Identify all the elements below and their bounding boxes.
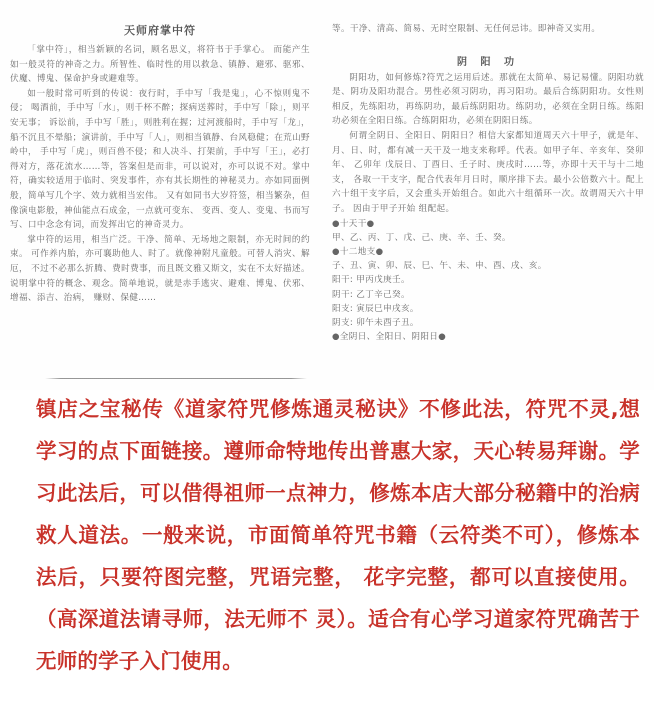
- footer-marker-day-types: ●全阴日、全阳日、阴阳日●: [332, 332, 447, 343]
- pair-value-yin-branches: 卯午未酉子丑。: [356, 317, 419, 328]
- promotional-block: [0, 388, 654, 682]
- list-items-ten-heavenly-stems: 甲、乙、丙、丁、戊、己、庚、辛、壬、癸。: [332, 232, 511, 243]
- left-column-paragraph-3: 掌中符的运用，相当广泛。干净、简单、无场地之限制，亦无时间的约束。 可作养内胎，亦可襄助他人、时了。就像神附凡童般。可替人消灾、解厄， 不过不必那么折腾、费时费事，而且既文雅又斯文，实在不太好描述。说明掌中符的概念、观念。简单地说，就是赤手逃灾、避难、博鬼、伏邪、增福、添吉、治病， 赚财、保健……: [10, 234, 310, 304]
- pair-value-yang-branches: 寅辰巳申戌亥。: [356, 303, 419, 314]
- pair-row-yin-branches: [332, 316, 644, 330]
- pair-label-yin-stems: 阴干:: [332, 289, 354, 300]
- pair-value-yang-stems: 甲丙戊庚壬。: [356, 275, 410, 286]
- scan-left-column: [10, 22, 310, 344]
- left-column-paragraph-2: 如一般时常可听到的传说：夜行时，手中写「我是鬼」，心不惊则鬼不侵； 喝酒前，手中写「水」，则千杯不醉；探病送葬时，手中写「除」，则平安无事； 诉讼前，手中写「胜」，则胜利在握；过河渡船时，手中写「龙」，船不沉且不晕船；演讲前，手中写「人」，则相当镇静、台风稳健；在荒山野岭中， 手中写「虎」，则百兽不侵；和人决斗、打架前，手中写「王」，必打得对方，落花流水……等，答案但是而非，可以说对，亦可以说不对。掌中符，确实较适用于临时、突发事件，亦有其长期性的神秘灵力。亦如同面例般，简单写几个字、效力就相当宏伟。 又有如同书大岁符签，相当繁杂，但像演电影般，神仙能点石成金，一点就可变东、 变西、变人、变鬼、书而写写、口中念念有词，而发挥出它的神奇灵力。: [10, 88, 310, 231]
- left-column-title: 天师府掌中符: [124, 24, 196, 37]
- right-column-paragraph-2: 何谓全阴日、全阳日、阴阳日？相信大家都知道周天六十甲子，就是年、 月、日、时，都有减一天干及一地支来称呼。代表。如甲子年、辛亥年、癸卯年、 乙卯年 戊辰日、丁酉日、壬子时、庚戌时……等，亦即十天干与十二地支， 各取一干支字，配合代表年月日时，顺序排下去。最小公倍数六十。配上六十组干支字后，又会重头开始组合。如此六十组循环一次。故谓周天六十甲子。 因由于甲子开始 组配起。: [332, 130, 644, 214]
- promotional-text: 镇店之宝秘传《道家符咒修炼通灵秘诀》不修此法，符咒不灵,想学习的点下面链接。遵师命特地传出普惠大家，天心转易拜谢。学习此法后，可以借得祖师一点神力，修炼本店大部分秘籍中的治病救人道法。一般来说，市面简单符咒书籍（云符类不可），修炼本法后，只要符图完整，咒语完整， 花字完整，都可以直接使用。（高深道法请寻师，法无师不 灵）。适合有心学习道家符咒确苦于无师的学子入门使用。: [36, 397, 640, 673]
- list-heading-ten-heavenly-stems: ●十天干●: [332, 218, 375, 229]
- right-column-paragraph-1: 阴阳功，如何修炼?符咒之运用后述。那就在太简单、易记易懂。阴阳功就是、阴功及阳功混合。男性必须习阴功，再习阳功。最后合练阴阳功。女性则相反，先练阳功，再练阴功，最后练阴阳功。练阴功，必须在全阴日练。练阳功必须在全阳日练。合练阴阳功，必须在阴阳日练。: [332, 72, 644, 127]
- list-items-twelve-earthly-branches: 子、丑、寅、卯、辰、巳、午、未、申、酉、戌、亥。: [332, 261, 547, 272]
- horizontal-rule-divider: [45, 378, 307, 379]
- section-title-yin-yang-gong: 阴 阳 功: [457, 56, 519, 68]
- list-heading-twelve-earthly-branches: ●十二地支●: [332, 246, 384, 257]
- left-column-paragraph-1: 「掌中符」，相当新颖的名词，顾名思义，将符书于手掌心。 而能产生如一般灵符的神奇之力。所智性、临时性的用以救急、镇静、避邪、驱邪、伏魔、博鬼、保命护身或避难等。: [10, 45, 310, 85]
- scan-columns: [0, 0, 654, 344]
- pair-label-yin-branches: 阴支:: [332, 317, 354, 328]
- pair-row-yang-stems: [332, 273, 644, 287]
- right-column-intro-paragraph: 等。干净、清高、简易、无时空限制、无任何忌讳。即神奇又实用。: [332, 24, 601, 34]
- pair-label-yang-stems: 阳干:: [332, 275, 354, 286]
- pair-label-yang-branches: 阳支:: [332, 303, 354, 314]
- pair-value-yin-stems: 乙丁辛己癸。: [356, 289, 410, 300]
- pair-row-yang-branches: [332, 302, 644, 316]
- pair-row-yin-stems: [332, 288, 644, 302]
- scan-right-column: [332, 22, 644, 344]
